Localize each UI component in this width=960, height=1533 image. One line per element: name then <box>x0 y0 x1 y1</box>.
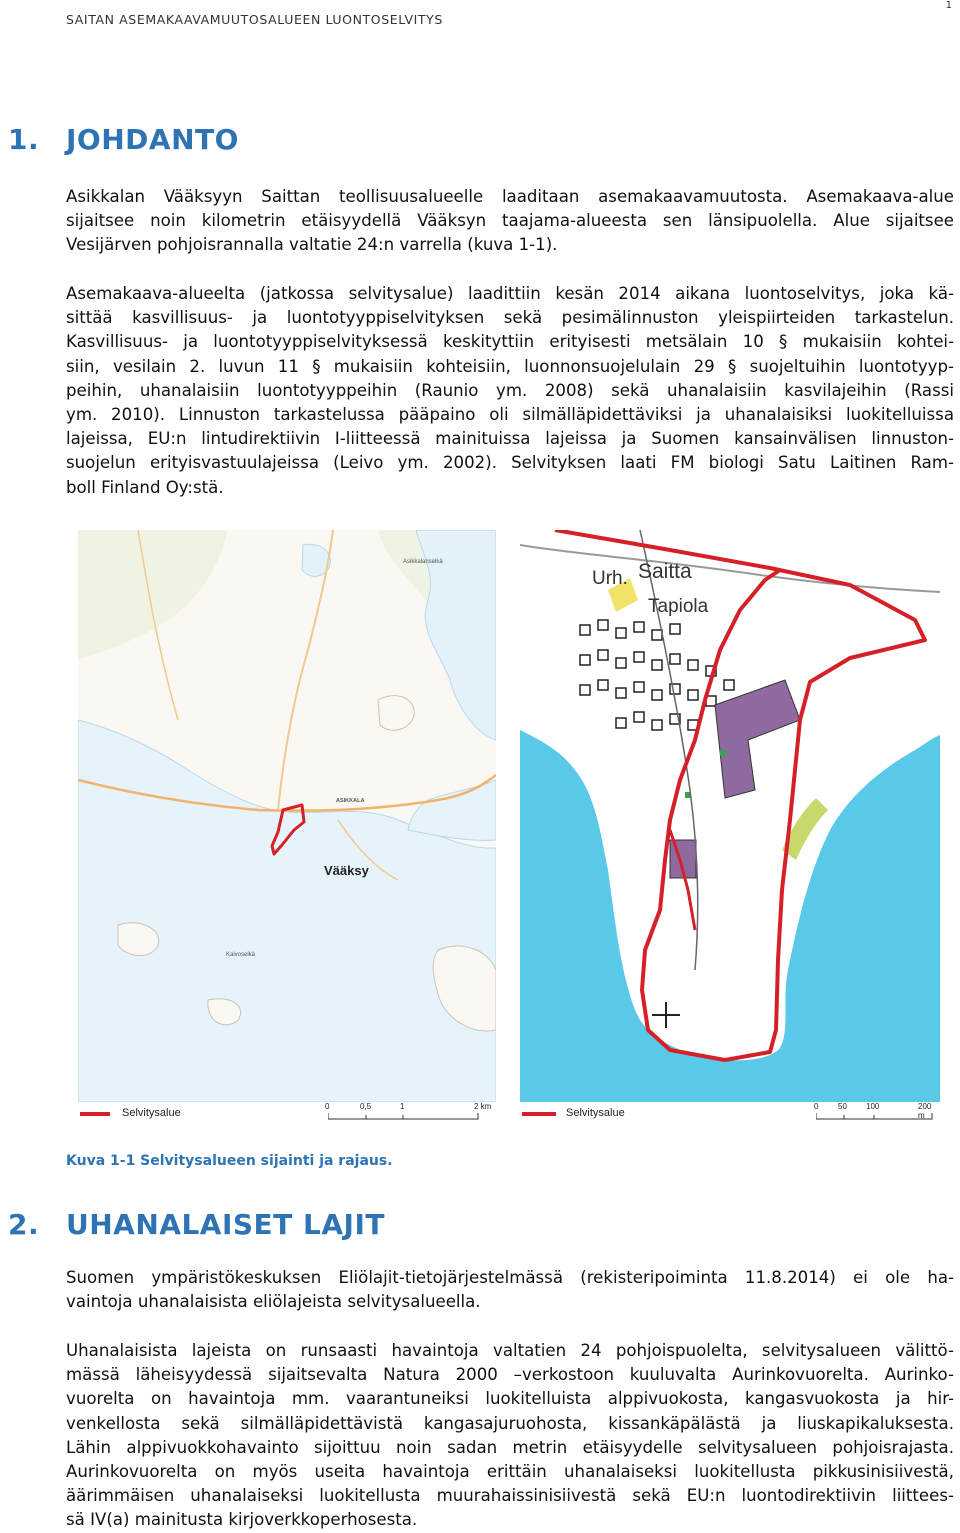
text-line: vuorelta on havaintoja mm. vaarantuneiksi luokitelluista alppivuokosta, kangasvuokosta ja hir- <box>66 1389 954 1409</box>
legend-left <box>78 1102 496 1128</box>
scale-label: 0,5 <box>360 1102 372 1111</box>
section-number: 1. <box>8 123 40 156</box>
scale-label: 50 <box>838 1102 847 1111</box>
scale-label: 2 km <box>474 1102 492 1111</box>
paragraph-intro <box>66 185 954 258</box>
text-line: Aurinkovuorelta on myös useita havaintoja erittäin uhanalaiseksi luokitellusta pikkusinisiivestä, <box>66 1462 954 1482</box>
text-line: lajeissa, EU:n lintudirektiivin I-liitteessä mainituissa lajeissa ja Suomen kansainvälisen linnuston- <box>66 429 954 449</box>
legend-swatch <box>522 1112 556 1116</box>
text-line: Uhanalaisista lajeista on runsaasti havaintoja valtatien 24 pohjoispuolelta, selvitysalueen välittö- <box>66 1341 954 1360</box>
scale-label: 0 <box>325 1102 330 1111</box>
section-heading-johdanto <box>8 123 239 156</box>
scale-bar <box>328 1112 488 1120</box>
page-number: 1 <box>945 0 952 11</box>
scale-label: 1 <box>400 1102 405 1111</box>
text-line: siin, vesilain 2. luvun 11 § mukaisiin kohteisiin, luonnonsuojelulain 29 § suojeltuihin luontotyyp- <box>66 356 954 376</box>
text-line: sijaitsee noin kilometrin etäisyydellä Vääksyn taajama-alueesta sen länsipuolella. Alue sijaitsee <box>66 211 954 231</box>
legend-swatch <box>80 1112 110 1116</box>
legend-right <box>520 1102 940 1128</box>
legend-label: Selvitysalue <box>566 1107 625 1119</box>
scale-label: 200 m <box>918 1102 932 1120</box>
text-line: venkellosta sekä silmälläpidettävistä kangasajuruohosta, kissankäpälästä ja liuskapikaluksesta. <box>66 1413 954 1433</box>
scale-label: 100 <box>866 1102 880 1111</box>
detail-map <box>520 530 940 1102</box>
text-line: boll Finland Oy:stä. <box>66 477 224 497</box>
text-line: Kasvillisuus- ja luontotyyppiselvityksessä keskityttiin erityisesti metsälain 10 § mukaisiin kohtei- <box>66 332 954 352</box>
text-line: Asikkalan Vääksyyn Saittan teollisuusalueelle laaditaan asemakaavamuutosta. Asemakaava-alue <box>66 187 954 206</box>
paragraph-register <box>66 1266 954 1314</box>
text-line: äärimmäisen uhanalaiseksi luokitellusta muurahaissinisiivestä sekä EU:n luontodirektiivin liittees- <box>66 1486 954 1506</box>
place-label: Asikkalanselkä <box>403 559 443 565</box>
text-line: sä IV(a) mainitusta kirjoverkkoperhosesta. <box>66 1510 418 1530</box>
place-label: Kaivoselkä <box>226 952 256 958</box>
text-line: Lähin alppivuokkohavainto sijoittuu noin sadan metrin etäisyydelle selvitysalueen pohjoisrajasta. <box>66 1437 954 1457</box>
section-number: 2. <box>8 1208 40 1241</box>
paragraph-observations <box>66 1339 954 1533</box>
text-line: mässä läheisyydessä sijaitsevalta Natura 2000 –verkostoon kuuluvalta Aurinkovuorelta. Aurinko- <box>66 1365 954 1385</box>
green-marker <box>720 750 726 756</box>
text-line: suojelun erityisvastuulajeissa (Leivo ym. 2002). Selvityksen laati FM biologi Satu Laitinen Ram- <box>66 453 954 473</box>
island <box>378 696 414 731</box>
scale-label: 0 <box>814 1102 819 1111</box>
place-label: Saitta <box>638 560 692 583</box>
legend-label: Selvitysalue <box>122 1107 181 1119</box>
figure-caption: Kuva 1-1 Selvitysalueen sijainti ja rajaus. <box>66 1153 393 1169</box>
text-line: Vesijärven pohjoisrannalla valtatie 24:n varrella (kuva 1-1). <box>66 235 558 255</box>
text-line: sittää kasvillisuus- ja luontotyyppiselvityksen sekä pesimälinnuston yleispiirteiden tarkastelun. <box>66 308 954 328</box>
place-label: Urh. <box>592 568 628 589</box>
text-line: ym. 2010). Linnuston tarkastelussa pääpaino oli silmälläpidettäviksi ja uhanalaisiksi luokitelluissa <box>66 405 954 425</box>
overview-map <box>78 530 496 1102</box>
text-line: peihin, uhanalaisiin luontotyyppeihin (Raunio ym. 2008) sekä uhanalaisiin kasvilajeihin (Rassi <box>66 380 954 400</box>
place-label: Tapiola <box>648 596 709 617</box>
text-line: Suomen ympäristökeskuksen Eliölajit-tietojärjestelmässä (rekisteripoiminta 11.8.2014) ei ole ha- <box>66 1268 954 1287</box>
paragraph-methods <box>66 282 954 500</box>
section-title: JOHDANTO <box>66 123 239 156</box>
section-heading-uhanalaiset <box>8 1208 385 1241</box>
place-label: Vääksy <box>324 863 369 878</box>
running-header: SAITAN ASEMAKAAVAMUUTOSALUEEN LUONTOSELVITYS <box>66 12 443 27</box>
section-title: UHANALAISET LAJIT <box>66 1208 385 1241</box>
place-label: ASIKKALA <box>336 798 365 804</box>
text-line: vaintoja uhanalaisista eliölajeista selvitysalueella. <box>66 1292 481 1312</box>
text-line: Asemakaava-alueelta (jatkossa selvitysalue) laadittiin kesän 2014 aikana luontoselvitys, joka kä- <box>66 284 954 303</box>
